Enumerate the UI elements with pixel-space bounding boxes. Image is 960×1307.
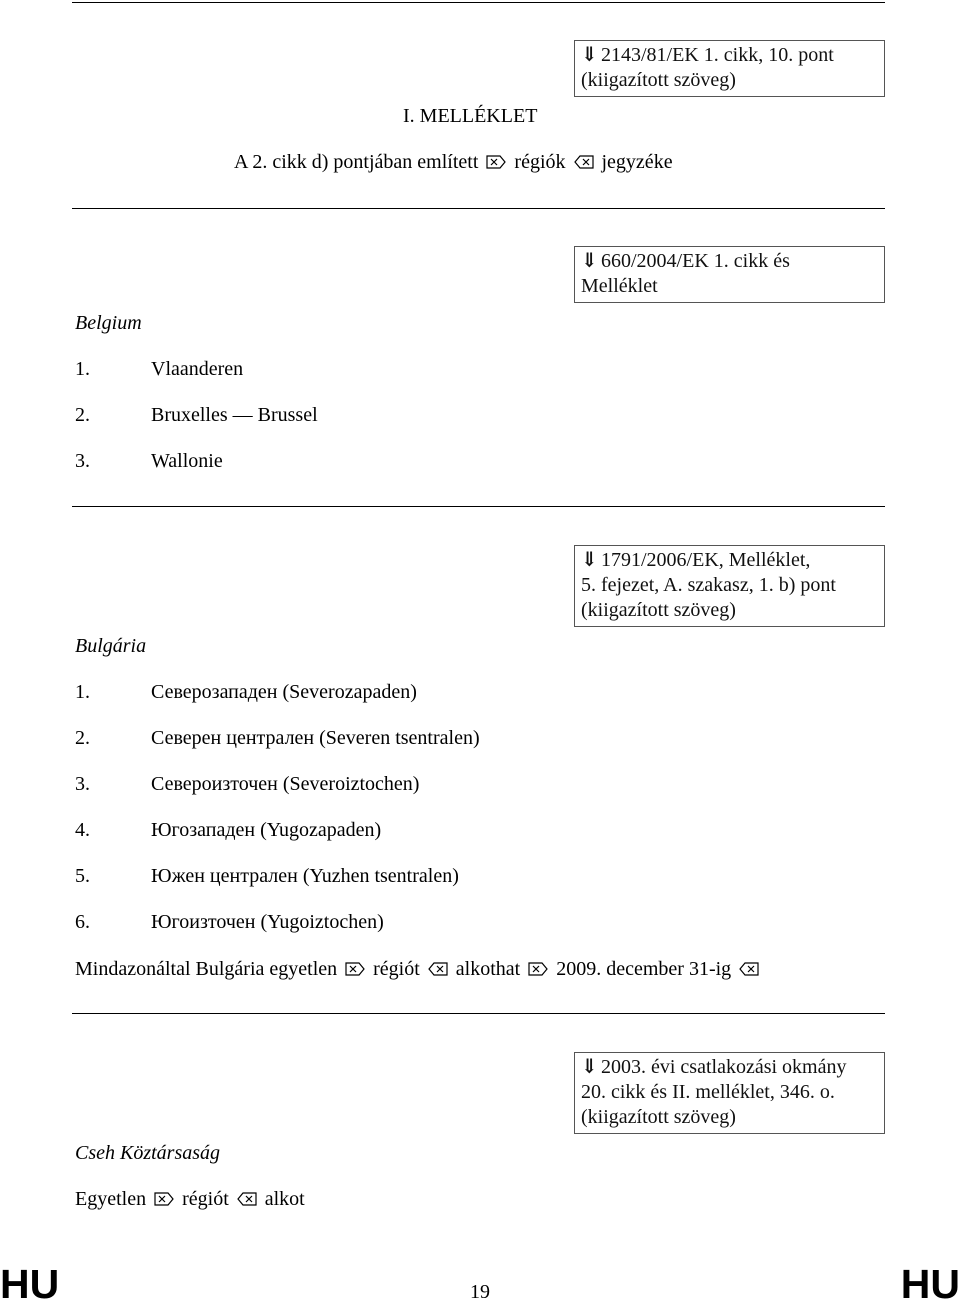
country-heading-bulgaria: Bulgária [75, 635, 147, 657]
down-arrow-icon: ⇓ [581, 44, 598, 66]
footer-language-code-left: HU [0, 1261, 60, 1307]
page-number: 19 [470, 1281, 490, 1303]
subtitle-text-before: A 2. cikk d) pontjában említett [234, 151, 479, 173]
reference-text: 660/2004/EK 1. cikk és Melléklet [581, 250, 790, 297]
subtitle-text-middle: régiók [514, 151, 566, 173]
insert-start-marker-icon [528, 962, 548, 976]
list-item: 5. Южен централен (Yuzhen tsentralen) [75, 865, 459, 887]
top-rule [72, 2, 885, 3]
list-item: 3. Wallonie [75, 450, 223, 472]
amendment-reference-box [574, 246, 885, 303]
down-arrow-icon: ⇓ [581, 250, 598, 272]
insert-start-marker-icon [345, 962, 365, 976]
list-item: 3. Североизточен (Severoiztochen) [75, 773, 420, 795]
amendment-reference-box [574, 1052, 885, 1134]
list-item: 1. Северозападен (Severozapaden) [75, 681, 417, 703]
insert-end-marker-icon [739, 962, 759, 976]
annex-subtitle [234, 150, 673, 175]
down-arrow-icon: ⇓ [581, 549, 598, 571]
list-item: 2. Северен централен (Severen tsentralen) [75, 727, 480, 749]
section-rule [72, 208, 885, 209]
country-heading-czech: Cseh Köztársaság [75, 1142, 221, 1164]
subtitle-text-after: jegyzéke [601, 151, 673, 173]
insert-start-marker-icon [154, 1192, 174, 1206]
down-arrow-icon: ⇓ [581, 1056, 598, 1078]
insert-end-marker-icon [237, 1192, 257, 1206]
list-item: 6. Югоизточен (Yugoiztochen) [75, 911, 384, 933]
reference-text: 2143/81/EK 1. cikk, 10. pont (kiigazított szöveg) [581, 44, 834, 91]
insert-end-marker-icon [428, 962, 448, 976]
czech-note: Egyetlen régiót alkot [75, 1188, 305, 1210]
amendment-reference-box [574, 40, 885, 97]
reference-text: 2003. évi csatlakozási okmány 20. cikk és II. melléklet, 346. o. (kiigazított szöveg) [581, 1056, 847, 1128]
bulgaria-note: Mindazonáltal Bulgária egyetlen régiót alkothat 2009. december 31-ig [75, 957, 762, 982]
list-item: 1. Vlaanderen [75, 358, 244, 380]
reference-text: 1791/2006/EK, Melléklet, 5. fejezet, A. szakasz, 1. b) pont (kiigazított szöveg) [581, 549, 836, 621]
annex-title: I. MELLÉKLET [403, 105, 538, 127]
list-item: 4. Югозападен (Yugozapaden) [75, 819, 382, 841]
footer-language-code-right: HU [900, 1261, 960, 1307]
list-item: 2. Bruxelles — Brussel [75, 404, 318, 426]
section-rule [72, 1013, 885, 1014]
insert-end-marker-icon [574, 155, 594, 169]
section-rule [72, 506, 885, 507]
amendment-reference-box [574, 545, 885, 627]
country-heading-belgium: Belgium [75, 312, 142, 334]
insert-start-marker-icon [486, 155, 506, 169]
